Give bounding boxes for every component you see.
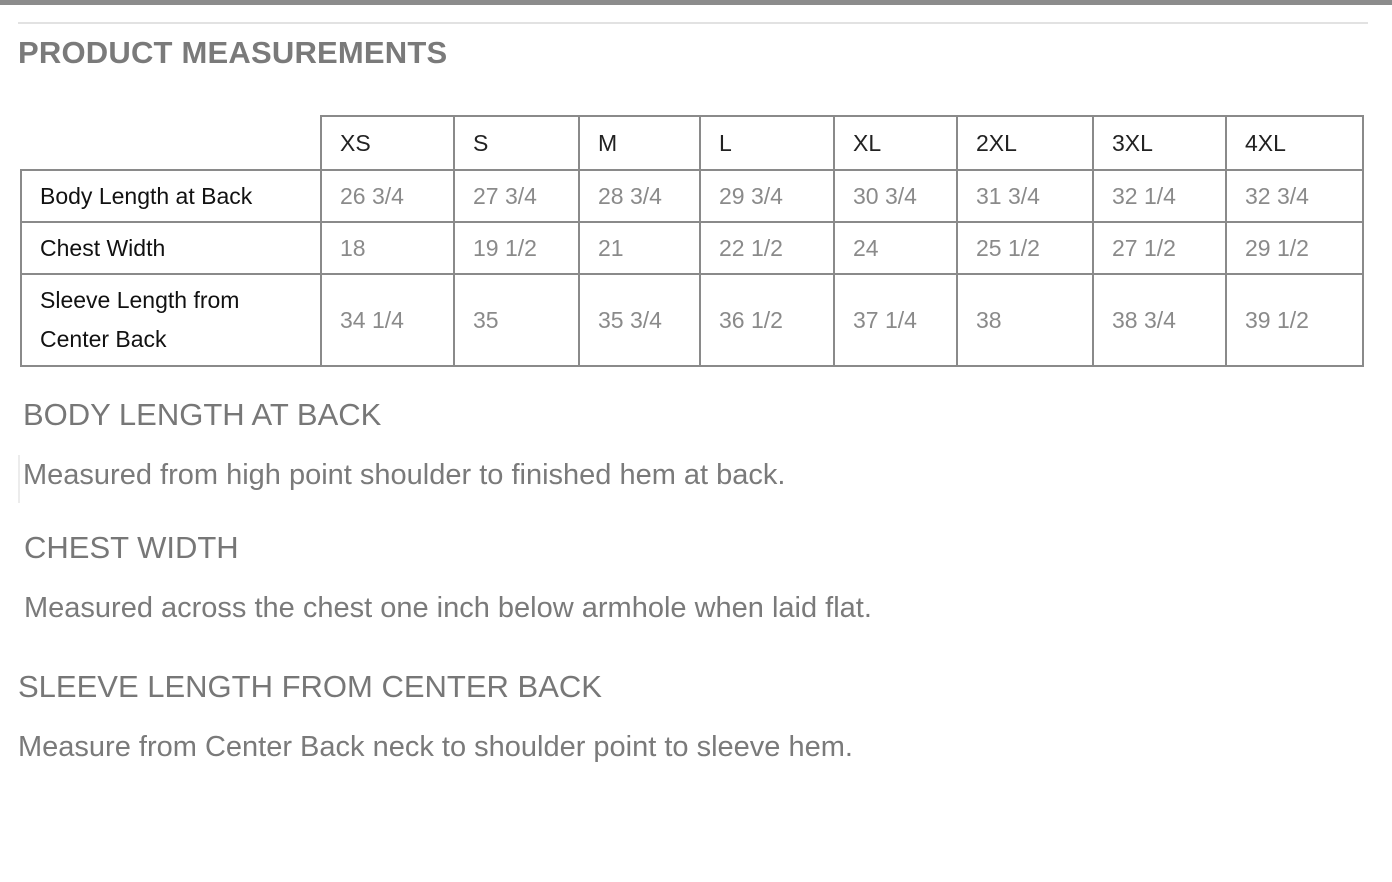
table-cell: 25 1/2: [957, 222, 1093, 274]
size-header-m: M: [579, 116, 700, 170]
table-cell: 34 1/4: [321, 274, 454, 366]
size-header-l: L: [700, 116, 834, 170]
row-label: [21, 274, 321, 366]
table-cell: 24: [834, 222, 957, 274]
row-label-line: Center Back: [40, 326, 167, 352]
table-corner: [21, 116, 321, 170]
table-cell: 35 3/4: [579, 274, 700, 366]
size-header-2xl: 2XL: [957, 116, 1093, 170]
table-cell: 36 1/2: [700, 274, 834, 366]
section-text-sleeve-length: Measure from Center Back neck to shoulder point to sleeve hem.: [18, 731, 853, 763]
section-heading-body-length: BODY LENGTH AT BACK: [23, 397, 382, 432]
size-header-xs: XS: [321, 116, 454, 170]
table-cell: 32 3/4: [1226, 170, 1363, 222]
size-header-xl: XL: [834, 116, 957, 170]
top-bar: [0, 0, 1392, 5]
size-header-4xl: 4XL: [1226, 116, 1363, 170]
table-cell: 26 3/4: [321, 170, 454, 222]
table-cell: 39 1/2: [1226, 274, 1363, 366]
table-cell: 30 3/4: [834, 170, 957, 222]
table-cell: 29 1/2: [1226, 222, 1363, 274]
section-heading-sleeve-length: SLEEVE LENGTH FROM CENTER BACK: [18, 669, 602, 704]
table-cell: 28 3/4: [579, 170, 700, 222]
section-text-body-length: Measured from high point shoulder to finished hem at back.: [23, 459, 786, 491]
page-title: PRODUCT MEASUREMENTS: [18, 35, 448, 70]
table-cell: 32 1/4: [1093, 170, 1226, 222]
table-cell: 22 1/2: [700, 222, 834, 274]
table-cell: 31 3/4: [957, 170, 1093, 222]
section-heading-chest-width: CHEST WIDTH: [24, 530, 239, 565]
size-header-row: [21, 116, 1363, 170]
size-header-s: S: [454, 116, 579, 170]
section-text-chest-width: Measured across the chest one inch below armhole when laid flat.: [24, 592, 872, 624]
table-cell: 37 1/4: [834, 274, 957, 366]
table-row-sleeve-length: [21, 274, 1363, 366]
table-cell: 27 1/2: [1093, 222, 1226, 274]
row-label: Body Length at Back: [21, 170, 321, 222]
divider: [18, 22, 1368, 24]
table-cell: 19 1/2: [454, 222, 579, 274]
table-cell: 38: [957, 274, 1093, 366]
table-cell: 29 3/4: [700, 170, 834, 222]
table-cell: 35: [454, 274, 579, 366]
table-row-body-length: [21, 170, 1363, 222]
measurements-table: [20, 115, 1364, 367]
row-label: Chest Width: [21, 222, 321, 274]
size-header-3xl: 3XL: [1093, 116, 1226, 170]
divider: [18, 455, 20, 503]
table-row-chest-width: [21, 222, 1363, 274]
row-label-line: Sleeve Length from: [40, 287, 240, 313]
table-cell: 27 3/4: [454, 170, 579, 222]
table-cell: 38 3/4: [1093, 274, 1226, 366]
table-cell: 18: [321, 222, 454, 274]
table-cell: 21: [579, 222, 700, 274]
